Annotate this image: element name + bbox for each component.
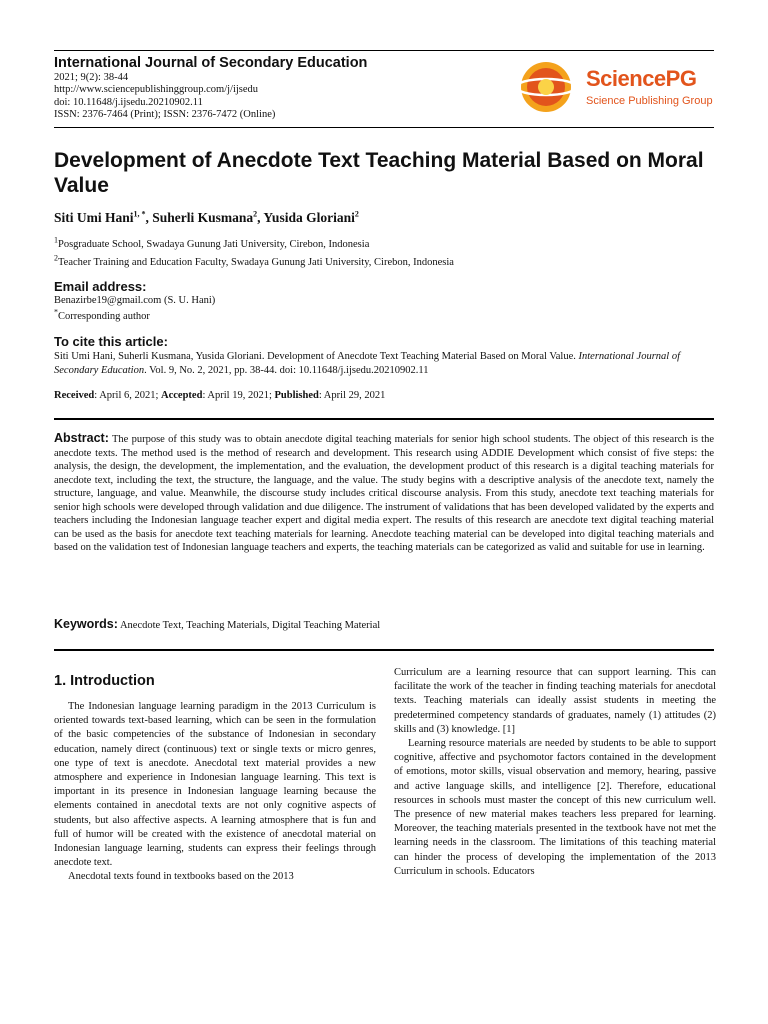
keywords-label: Keywords:: [54, 617, 118, 631]
citation-journal: International Journal of Secondary Education: [54, 351, 680, 376]
email-owner: (S. U. Hani): [163, 295, 216, 306]
column-left: [54, 700, 376, 885]
citation-details: . Vol. 9, No. 2, 2021, pp. 38-44. doi: 10.11648/j.ijsedu.20210902.11: [144, 365, 429, 376]
abstract-bottom-rule: [54, 649, 714, 651]
sciencepg-logo: [516, 60, 716, 114]
email-address[interactable]: Benazirbe19@gmail.com: [54, 295, 162, 306]
author-1: Siti Umi Hani: [54, 210, 134, 225]
abstract-text: The purpose of this study was to obtain anecdote digital teaching materials for senior high school students. The object of this research is the anecdote texts. The method used is the method of research and development. This research using ADDIE Development which consist of five steps: the analysis, the design, the development, the implementation, and the evaluation, the development product of this research is a digital teaching materials for anecdote text, including the text, the structure, the language, and the value. The study begins with a descriptive analysis of the anecdote text, namely the structure, language, and value. Meanwhile, the discourse study includes critical discourse analysis. From this study, anecdote text teaching materials for senior high schools were developed through validation and due diligence. The instrument of validations that has been developed validated by the experts and teachers including the Indonesian language teacher expert and digital media expert. The results of this research are anecdote text digital teaching material can be used as the basis for anecdote text teaching materials for learning. Anecdote teaching material can be developed into digital teaching materials and based on the validation test of Indonesian language teachers and experts, the teaching materials can be categorized as valid and suitable for use in learning.: [54, 434, 715, 553]
paper-title: Development of Anecdote Text Teaching Material Based on Moral Value: [54, 149, 704, 197]
citation: [54, 350, 714, 378]
published-date: : April 29, 2021: [318, 390, 386, 401]
affiliation-2-num: 2: [54, 253, 58, 263]
header-rule: [54, 127, 714, 128]
corresponding-sup: *: [54, 307, 58, 317]
affiliation-1: [54, 235, 370, 250]
author-3: Yusida Gloriani: [263, 210, 355, 225]
affiliation-2-text: Teacher Training and Education Faculty, Swadaya Gunung Jati University, Cirebon, Indonesia: [58, 257, 454, 268]
volume-line: 2021; 9(2): 38-44: [54, 72, 129, 83]
intro-paragraph-4: Learning resource materials are needed by students to be able to support cognitive, affective and psychomotor factors contained in the development of emotions, motor skills, visual observation and memory, hearing, passive and active language skills, and intelligence [2]. Therefore, educational resources in schools must master the concept of this new curriculum well. The presence of new material makes teachers less prepared for learning. Moreover, the teaching materials presented in the textbook have not met the learning needs in the classroom. The limitations of this teaching material can hinder the process of developing the implementation of the 2013 Curriculum in schools. Educators: [394, 738, 716, 877]
logo-text: SciencePG: [586, 66, 697, 91]
cite-heading: To cite this article:: [54, 334, 168, 349]
logo-subtext: Science Publishing Group: [586, 95, 713, 107]
author-1-sup: 1, *: [133, 209, 146, 219]
accepted-date: : April 19, 2021;: [202, 390, 275, 401]
keywords: [54, 617, 380, 631]
intro-paragraph-1: The Indonesian language learning paradigm in the 2013 Curriculum is oriented towards text-based learning, which can be seen in the formulation of the basic competencies of the substance of Indonesian in secondary education, namely direct (continuous) text or single texts or micro genres, one type of text is anecdote. Anecdotal text material provides a new atmosphere and experience in Indonesian language learning. This text is important in its presence in Indonesian language learning because the elements contained in anecdotal texts are not only cognitive aspects of students, but also affective aspects. A learning atmosphere that is fun and full of humor will be created with the existence of anecdotal material on Indonesian language learning, students can express their feelings through anecdote text.: [54, 701, 376, 869]
article-dates: [54, 390, 385, 401]
keywords-text: Anecdote Text, Teaching Materials, Digital Teaching Material: [119, 620, 381, 631]
accepted-label: Accepted: [161, 390, 203, 401]
email-heading: Email address:: [54, 279, 147, 294]
affiliation-1-num: 1: [54, 235, 58, 245]
citation-text: Siti Umi Hani, Suherli Kusmana, Yusida Gloriani. Development of Anecdote Text Teaching Material Based on Moral Value.: [54, 351, 579, 362]
email-line: [54, 294, 215, 308]
received-date: : April 6, 2021;: [94, 390, 162, 401]
author-2: Suherli Kusmana: [152, 210, 254, 225]
journal-meta: [54, 72, 275, 122]
abstract: [54, 432, 714, 555]
abstract-top-rule: [54, 418, 714, 420]
sciencepg-logo-icon: [516, 60, 580, 114]
abstract-label: Abstract:: [54, 431, 109, 445]
journal-issn: ISSN: 2376-7464 (Print); ISSN: 2376-7472 (Online): [54, 109, 276, 121]
introduction-heading: 1. Introduction: [54, 673, 155, 689]
published-label: Published: [274, 390, 319, 401]
column-right: [394, 666, 716, 879]
intro-paragraph-3: Curriculum are a learning resource that can support learning. This can facilitate the work of the teacher in finding teaching materials for anecdotal texts. Teaching materials can ideally assist students in meeting the predetermined competency standards of graduates, namely (1) attitudes (2) skills and (3) knowledge. [1]: [394, 667, 716, 735]
affiliation-2: [54, 253, 454, 268]
author-list: Siti Umi Hani$^{1, *}$, Suherli Kusmana$^2$, Yusida Gloriani$^2$: [54, 209, 359, 225]
journal-name: International Journal of Secondary Education: [54, 55, 368, 71]
corresponding-note: [54, 307, 150, 324]
author-3-sup: 2: [354, 209, 359, 219]
affiliation-1-text: Posgraduate School, Swadaya Gunung Jati University, Cirebon, Indonesia: [58, 239, 370, 250]
top-rule: [54, 50, 714, 51]
intro-paragraph-2: Anecdotal texts found in textbooks based on the 2013: [68, 871, 294, 883]
received-label: Received: [54, 390, 95, 401]
journal-url[interactable]: http://www.sciencepublishinggroup.com/j/ijsedu: [54, 84, 259, 96]
corresponding-text: Corresponding author: [58, 311, 150, 322]
journal-doi: doi: 10.11648/j.ijsedu.20210902.11: [54, 96, 203, 108]
author-2-sup: 2: [253, 209, 258, 219]
